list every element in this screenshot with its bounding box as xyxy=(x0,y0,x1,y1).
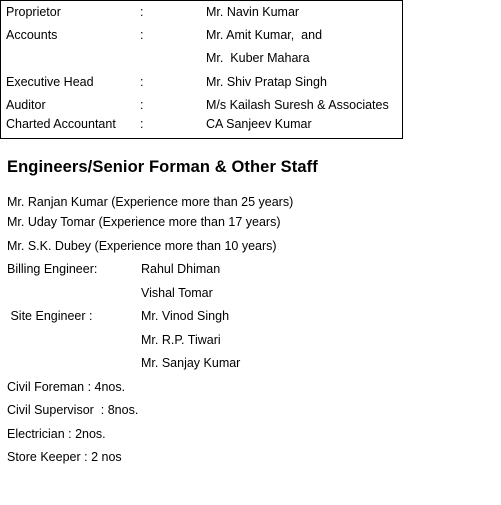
name-accounts-1: Mr. Amit Kumar, and xyxy=(206,28,323,42)
role-charted-accountant: Charted Accountant xyxy=(6,117,116,131)
staff-heading: Engineers/Senior Forman & Other Staff xyxy=(7,158,318,176)
senior-staff-3: Mr. S.K. Dubey (Experience more than 10 years) xyxy=(7,239,277,253)
count-civil-foreman: Civil Foreman : 4nos. xyxy=(7,380,126,394)
separator: : xyxy=(140,98,144,112)
senior-staff-2: Mr. Uday Tomar (Experience more than 17 years) xyxy=(7,215,281,229)
site-engineer-name-1: Mr. Vinod Singh xyxy=(141,309,230,323)
count-store-keeper: Store Keeper : 2 nos xyxy=(7,450,122,464)
name-executive-head: Mr. Shiv Pratap Singh xyxy=(206,75,327,89)
site-engineer-name-2: Mr. R.P. Tiwari xyxy=(141,333,221,347)
role-auditor: Auditor xyxy=(6,98,46,112)
name-proprietor: Mr. Navin Kumar xyxy=(206,5,300,19)
separator: : xyxy=(140,117,144,131)
separator: : xyxy=(140,75,144,89)
role-accounts: Accounts xyxy=(6,28,58,42)
senior-staff-1: Mr. Ranjan Kumar (Experience more than 25 years) xyxy=(7,195,294,209)
billing-engineer-label: Billing Engineer: xyxy=(7,262,98,276)
name-charted-accountant: CA Sanjeev Kumar xyxy=(206,117,312,131)
management-table xyxy=(0,0,403,139)
site-engineer-name-3: Mr. Sanjay Kumar xyxy=(141,356,241,370)
billing-engineer-name-1: Rahul Dhiman xyxy=(141,262,221,276)
site-engineer-label: Site Engineer : xyxy=(7,309,93,323)
count-civil-supervisor: Civil Supervisor : 8nos. xyxy=(7,403,139,417)
separator: : xyxy=(140,28,144,42)
separator: : xyxy=(140,5,144,19)
role-executive-head: Executive Head xyxy=(6,75,94,89)
billing-engineer-name-2: Vishal Tomar xyxy=(141,286,213,300)
name-accounts-2: Mr. Kuber Mahara xyxy=(206,51,310,65)
role-proprietor: Proprietor xyxy=(6,5,61,19)
name-auditor: M/s Kailash Suresh & Associates xyxy=(206,98,389,112)
count-electrician: Electrician : 2nos. xyxy=(7,427,106,441)
